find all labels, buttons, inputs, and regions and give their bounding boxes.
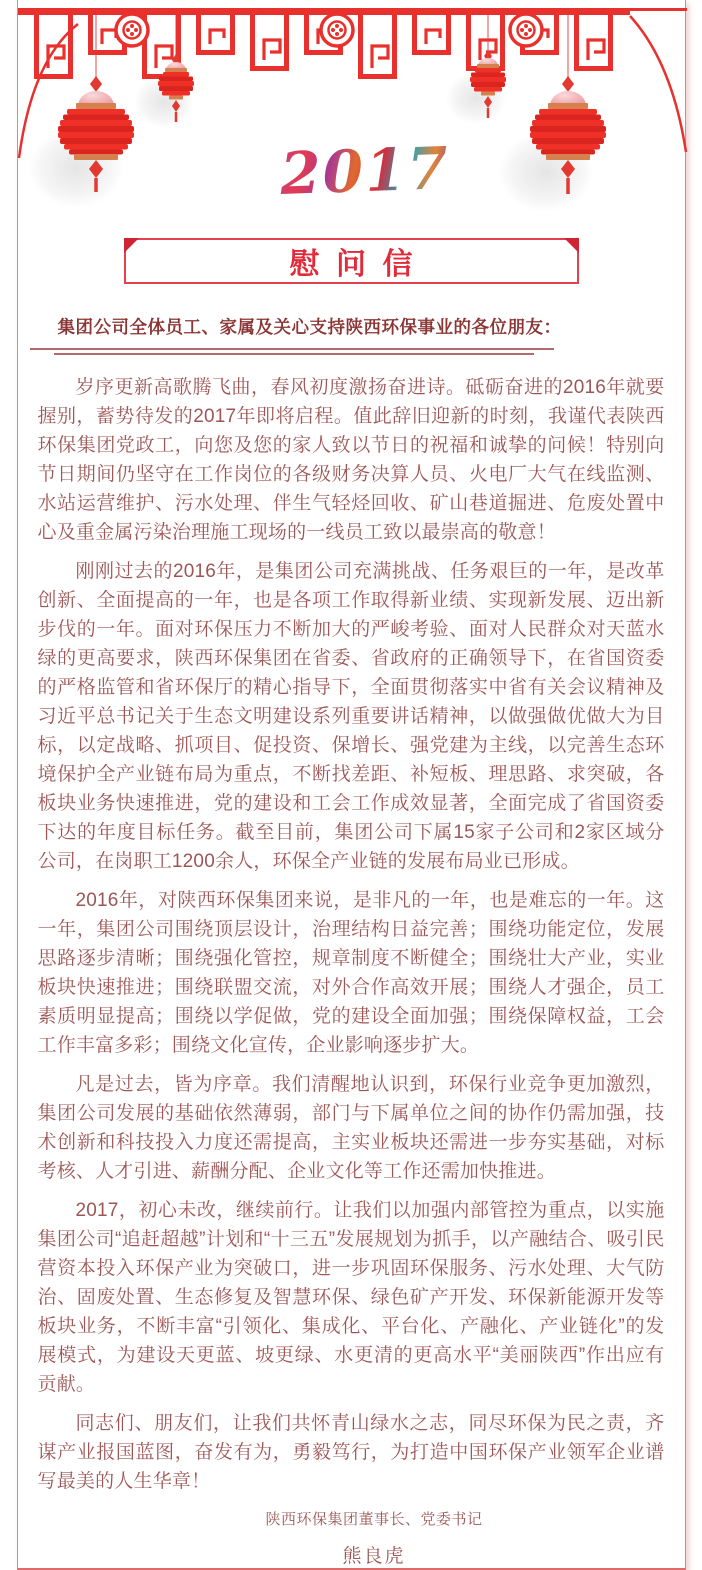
salutation-underline: [38, 348, 665, 355]
signature-role: 陕西环保集团董事长、党委书记: [84, 1508, 665, 1529]
lattice-top-bar: [18, 8, 687, 15]
letter-paragraph: 同志们、朋友们，让我们共怀青山绿水之志，同尽环保为民之责，齐谋产业报国蓝图，奋发有为，勇毅笃行，为打造中国环保产业领军企业谱写最美的人生华章！: [38, 1409, 665, 1496]
corner-fold-icon: [564, 238, 579, 253]
underline-rule-top: [30, 348, 554, 350]
letter-sheet: [17, 0, 686, 1570]
letter-body: [18, 314, 685, 1568]
letter-title-box: [124, 238, 579, 284]
year-text: 2017: [279, 139, 451, 203]
salutation: 集团公司全体员工、家属及关心支持陕西环保事业的各位朋友：: [38, 314, 665, 339]
letter-paragraph: 刚刚过去的2016年，是集团公司充满挑战、任务艰巨的一年，是改革创新、全面提高的一年，也是各项工作取得新业绩、实现新发展、迈出新步伐的一年。面对环保压力不断加大的严峻考验、面对人民群众对天蓝水绿的更高要求，陕西环保集团在省委、省政府的正确领导下，在省国资委的严格监管和省环保厅的精心指导下，全面贯彻落实中省有关会议精神及习近平总书记关于生态文明建设系列重要讲话精神，以做强做优做大为目标，以定战略、抓项目、促投资、保增长、强党建为主线，以完善生态环境保护全产业链布局为重点，不断找差距、补短板、理思路、求突破，各板块业务快速推进，党的建设和工会工作成效显著，全面完成了省国资委下达的年度目标任务。截至目前，集团公司下属15家子公司和2家区域分公司，在岗职工1200余人，环保全产业链的发展布局业已形成。: [38, 557, 665, 876]
letter-paragraph: 2017，初心未改，继续前行。让我们以加强内部管控为重点，以实施集团公司“追赶超越”计划和“十三五”发展规划为抓手，以产融结合、吸引民营资本投入环保产业为突破口，进一步巩固环保服务、污水处理、大气防治、固废处置、生态修复及智慧环保、绿色矿产开发、环保新能源开发等板块业务，不断丰富“引领化、集成化、平台化、产融化、产业链化”的发展模式，为建设天更蓝、坡更绿、水更清的更高水平“美丽陕西”作出应有贡献。: [38, 1196, 665, 1399]
signature-name: 熊良虎: [84, 1541, 665, 1568]
letter-paragraph: 凡是过去，皆为序章。我们清醒地认识到，环保行业竞争更加激烈，集团公司发展的基础依然薄弱，部门与下属单位之间的协作仍需加强，技术创新和科技投入力度还需提高，主实业板块还需进一步夯实基础，对标考核、人才引进、薪酬分配、企业文化等工作还需加快推进。: [38, 1070, 665, 1186]
header-decoration: [18, 0, 685, 238]
underline-rule-bottom: [54, 353, 534, 355]
page-title: 慰问信: [273, 239, 429, 283]
letter-paragraph: 2016年，对陕西环保集团来说，是非凡的一年，也是难忘的一年。这一年，集团公司围绕顶层设计，治理结构日益完善；围绕功能定位，发展思路逐步清晰；围绕强化管控，规章制度不断健全；围绕壮大产业，实业板块快速推进；围绕联盟交流，对外合作高效开展；围绕人才强企，员工素质明显提高；围绕以学促做，党的建设全面加强；围绕保障权益，工会工作丰富多彩；围绕文化宣传，企业影响逐步扩大。: [38, 886, 665, 1060]
greeting-letter-page: [8, 0, 695, 1522]
corner-fold-icon: [124, 238, 139, 253]
signature-block: [38, 1508, 665, 1568]
letter-paragraphs: [38, 373, 665, 1496]
letter-paragraph: 岁序更新高歌腾飞曲，春风初度激扬奋进诗。砥砺奋进的2016年就要握别，蓄势待发的2017年即将启程。值此辞旧迎新的时刻，我谨代表陕西环保集团党政工，向您及您的家人致以节日的祝福和诚挚的问候！特别向节日期间仍坚守在工作岗位的各级财务决算人员、火电厂大气在线监测、水站运营维护、污水处理、伴生气轻烃回收、矿山巷道掘进、危废处置中心及重金属污染治理施工现场的一线员工致以最崇高的敬意！: [38, 373, 665, 547]
